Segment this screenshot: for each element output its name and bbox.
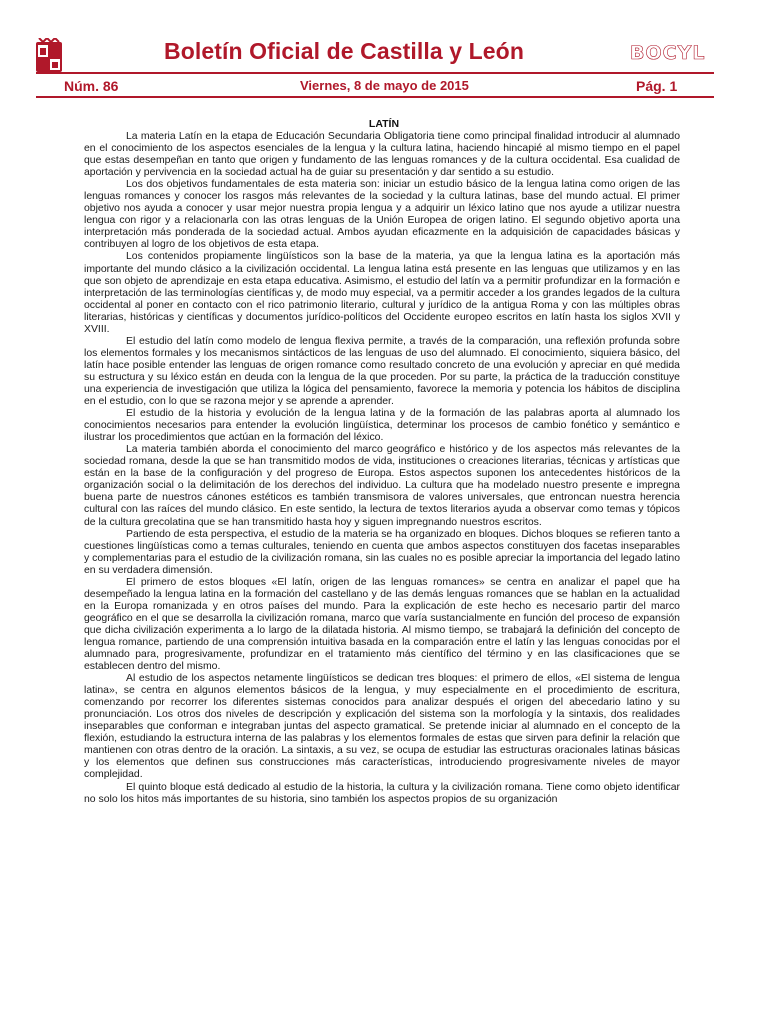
document-title: LATÍN: [368, 118, 400, 130]
header-rule-top: [36, 72, 714, 74]
paragraph: Partiendo de esta perspectiva, el estudio de la materia se ha organizado en bloques. Dichos bloques se refieren tanto a cuestiones lingüísticas como a temas culturales, teniendo en cuenta que ambos aspectos constituyen dos facetas inseparables y complementarias para el estudio de la civilización romana, sin las cuales no es posible apreciar la importancia del legado latino en su verdadera dimensión.: [84, 528, 680, 576]
bulletin-title: Boletín Oficial de Castilla y León: [164, 38, 524, 64]
paragraph: El primero de estos bloques «El latín, origen de las lenguas romances» se centra en analizar el papel que ha desempeñado la lengua latina en la formación del castellano y de las demás lenguas romances que se hablan en la actualidad en la Europa romanizada y en otros países del mundo. Para la explicación de este hecho es necesario partir del marco geográfico en el que se desarrolla la civilización romana, marco que varía sustancialmente en función del proceso de expansión que dicha civilización experimenta a lo largo de la dilatada historia. Al mismo tiempo, se trabajará la definición del concepto de lengua romance, partiendo de una comprensión intuitiva basada en la comparación entre el latín y las lenguas conocidas por el alumnado para, progresivamente, profundizar en el tratamiento más científico del término y en las clasificaciones que se establecen dentro del mismo.: [84, 576, 680, 673]
paragraph: Los dos objetivos fundamentales de esta materia son: iniciar un estudio básico de la lengua latina como origen de las lenguas romances y conocer los rasgos más relevantes de la sociedad y la cultura latinas, base del mundo actual. El primer objetivo nos ayuda a conocer y usar mejor nuestra propia lengua y a adquirir un léxico latino que nos ayude a utilizar nuestra lengua con rigor y a relacionarla con las otras lenguas de la Unión Europea de origen latino. El segundo objetivo aporta una interpretación más ponderada de la sociedad actual. Ambos ayudan eficazmente en la adquisición de capacidades básicas y contribuyen al logro de los objetivos de esta etapa.: [84, 179, 680, 251]
paragraph: El quinto bloque está dedicado al estudio de la historia, la cultura y la civilización romana. Tiene como objeto identificar no solo los hitos más importantes de su historia, sino también los aspectos propios de su organización: [84, 781, 680, 805]
paragraph: El estudio del latín como modelo de lengua flexiva permite, a través de la comparación, una reflexión profunda sobre los elementos formales y los mecanismos sintácticos de las lenguas de uso del alumnado. El conocimiento, siquiera básico, del latín hace posible entender las lenguas de origen romance como resultado concreto de una evolución y apreciar en qué medida su estructura y su léxico están en deuda con la lengua de la que proceden. Por su parte, la práctica de la traducción constituye una experiencia de investigación que utiliza la lógica del pensamiento, favorece la memoria y potencia los hábitos de disciplina en el estudio, con lo que se razona mejor y se aprende a aprender.: [84, 335, 680, 408]
header-rule-bottom: [36, 96, 714, 98]
document-body: [84, 131, 680, 806]
paragraph: El estudio de la historia y evolución de la lengua latina y de la formación de las palabras aporta al alumnado los conocimientos necesarios para entender la evolución lingüística, determinar los procesos de cambio fonético y semántico e ilustrar los procedimientos que actúan en la formación del léxico.: [84, 408, 680, 444]
coat-of-arms-icon: [35, 38, 63, 74]
issue-number: Núm. 86: [64, 78, 119, 94]
bocyl-logo: BOCYL: [630, 42, 706, 64]
issue-date: Viernes, 8 de mayo de 2015: [300, 78, 469, 93]
paragraph: Los contenidos propiamente lingüísticos son la base de la materia, ya que la lengua latina es la aportación más importante del mundo clásico a la civilización occidental. La lengua latina está presente en las lenguas que utilizamos y en las que son objeto de aprendizaje en esta etapa educativa. Asimismo, el estudio del latín va a permitir profundizar en la formación e interpretación de las terminologías científicas y, de modo muy especial, va a permitir acceder a los grandes legados de la cultura occidental al poner en contacto con el rico patrimonio literario, cultural y jurídico de la antigua Roma y con las múltiples obras literarias, históricas y científicas y documentos jurídico-políticos del Occidente europeo escritos en latín hasta los siglos XVII y XVIII.: [84, 251, 680, 335]
paragraph: Al estudio de los aspectos netamente lingüísticos se dedican tres bloques: el primero de ellos, «El sistema de lengua latina», se centra en algunos elementos básicos de la lengua, y muy especialmente en el procedimiento de escritura, comenzando por recorrer los diferentes sistemas conocidos para analizar después el origen del abecedario latino y su pronunciación. Los otros dos niveles de descripción y explicación del sistema son la morfología y la sintaxis, dos realidades inseparables que conforman e integraban juntas del aspecto gramatical. Se pretende iniciar al alumnado en el concepto de la flexión, estudiando la estructura interna de las palabras y los elementos formales de estas que sirven para definir la relación que mantienen con otras dentro de la oración. La sintaxis, a su vez, se ocupa de estudiar las estructuras oracionales latinas básicas y los elementos que definen sus construcciones más características, introduciendo progresivamente niveles de mayor complejidad.: [84, 673, 680, 781]
paragraph: La materia Latín en la etapa de Educación Secundaria Obligatoria tiene como principal finalidad introducir al alumnado en el conocimiento de los aspectos esenciales de la lengua y la cultura latina, haciendo hincapié al mismo tiempo en el papel que estas desempeñan en tanto que origen y fundamento de las lenguas romances y de la cultura occidental. Esa cualidad de aportación y pervivencia en la sociedad actual ha de guiar su presentación y dar sentido a su estudio.: [84, 131, 680, 179]
page-number: Pág. 1: [636, 78, 678, 94]
paragraph: La materia también aborda el conocimiento del marco geográfico e histórico y de los aspectos más relevantes de la sociedad romana, desde la que se han transmitido modos de vida, instituciones o creaciones literarias, técnicas y artísticas que están en la base de la configuración y del progreso de Europa. Estos aspectos suponen los antecedentes históricos de la organización social o la delimitación de los derechos del individuo. La cultura que ha modelado nuestro presente e impregna buena parte de nuestros cánones estéticos es también transmisora de valores universales, que entroncan nuestra herencia cultural con las raíces del mundo clásico. En este sentido, la lectura de textos literarios ayuda a observar como temas y tópicos de la cultura grecolatina que se han transmitido hasta hoy y siguen impregnando nuestros escritos.: [84, 444, 680, 528]
